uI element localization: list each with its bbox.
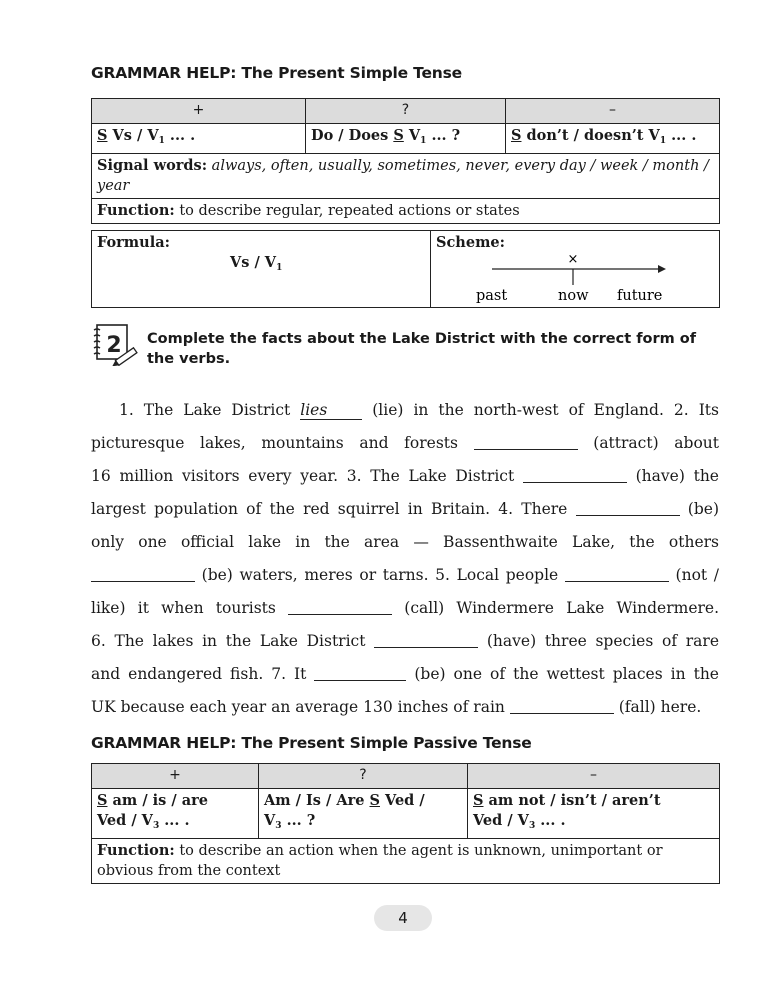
exercise-line: 16 million visitors every year. 3. The Lake District (have) the: [91, 467, 719, 485]
exercise-line: largest population of the red squirrel in Britain. 4. There (be): [91, 500, 719, 518]
header-question: ?: [259, 764, 468, 789]
exercise-line: 6. The lakes in the Lake District (have) three species of rare: [91, 632, 719, 650]
table-row: [92, 124, 720, 154]
table-row: [92, 199, 720, 224]
timeline-diagram: [436, 253, 714, 303]
task-instruction: Complete the facts about the Lake District with the correct form of the verbs.: [147, 331, 697, 367]
answer-blank[interactable]: lies: [300, 401, 362, 420]
exercise-line: UK because each year an average 130 inches of rain (fall) here.: [91, 698, 702, 716]
exercise-line: 1. The Lake District lies (lie) in the north-west of England. 2. Its: [119, 401, 719, 419]
formula-value: Vs / $V_1$: [230, 254, 283, 273]
table-row: [92, 154, 720, 199]
present-passive-table: [91, 763, 720, 884]
affirmative-form: S Vs / $V_1$ ... .: [92, 124, 306, 154]
formula-label: Formula:: [97, 234, 170, 251]
now-label: now: [558, 288, 589, 303]
affirmative-form: S am / is / are Ved / $V_3$ ... .: [92, 789, 259, 839]
notebook-pencil-icon: [91, 322, 141, 366]
page-number: 4: [374, 905, 432, 931]
future-label: future: [617, 288, 663, 303]
scheme-label: Scheme:: [436, 234, 505, 251]
negative-form: S am not / isn’t / aren’t Ved / $V_3$ ... .: [468, 789, 720, 839]
exercise-line: only one official lake in the area — Bassenthwaite Lake, the others: [91, 533, 719, 551]
answer-blank[interactable]: [374, 631, 478, 648]
task-number: 2: [106, 333, 122, 358]
answer-blank[interactable]: [288, 598, 392, 615]
question-form: Am / Is / Are S Ved / $V_3$ ... ?: [259, 789, 468, 839]
exercise-line: (be) waters, meres or tarns. 5. Local people (not /: [91, 559, 719, 592]
table-row: [92, 789, 720, 839]
exercise-line: like) it when tourists (call) Windermere Lake Windermere.: [91, 599, 719, 617]
question-form: Do / Does S $V_1$ ... ?: [306, 124, 506, 154]
function-row: Function: to describe an action when the agent is unknown, unimportant or obvious from the context: [92, 839, 720, 884]
function-row: Function: to describe regular, repeated actions or states: [92, 199, 720, 224]
answer-blank[interactable]: [576, 499, 680, 516]
header-question: ?: [306, 99, 506, 124]
table-header-row: [92, 764, 720, 789]
present-passive-title: GRAMMAR HELP: The Present Simple Passive Tense: [91, 734, 532, 752]
signal-words: Signal words: always, often, usually, sometimes, never, every day / week / month / year: [92, 154, 720, 199]
present-simple-title: GRAMMAR HELP: The Present Simple Tense: [91, 64, 462, 82]
table-header-row: [92, 99, 720, 124]
header-negative: –: [468, 764, 720, 789]
header-affirmative: +: [92, 99, 306, 124]
present-simple-table: [91, 98, 720, 224]
table-row: [92, 839, 720, 884]
table-row: [92, 231, 720, 308]
exercise-text: [91, 394, 719, 724]
formula-scheme-table: [91, 230, 720, 308]
past-label: past: [476, 288, 508, 303]
answer-blank[interactable]: [510, 697, 614, 714]
header-negative: –: [506, 99, 720, 124]
answer-blank[interactable]: [474, 433, 578, 450]
exercise-line: and endangered fish. 7. It (be) one of the wettest places in the: [91, 665, 719, 683]
exercise-line: picturesque lakes, mountains and forests (attract) about: [91, 434, 719, 452]
timeline-arrow: [658, 265, 666, 273]
formula-cell: [92, 231, 431, 308]
answer-blank[interactable]: [91, 565, 195, 582]
answer-blank[interactable]: [523, 466, 627, 483]
header-affirmative: +: [92, 764, 259, 789]
now-mark: ×: [567, 253, 579, 267]
scheme-cell: [431, 231, 720, 308]
answer-blank[interactable]: [565, 565, 669, 582]
answer-blank[interactable]: [314, 664, 406, 681]
negative-form: S don’t / doesn’t $V_1$ ... .: [506, 124, 720, 154]
